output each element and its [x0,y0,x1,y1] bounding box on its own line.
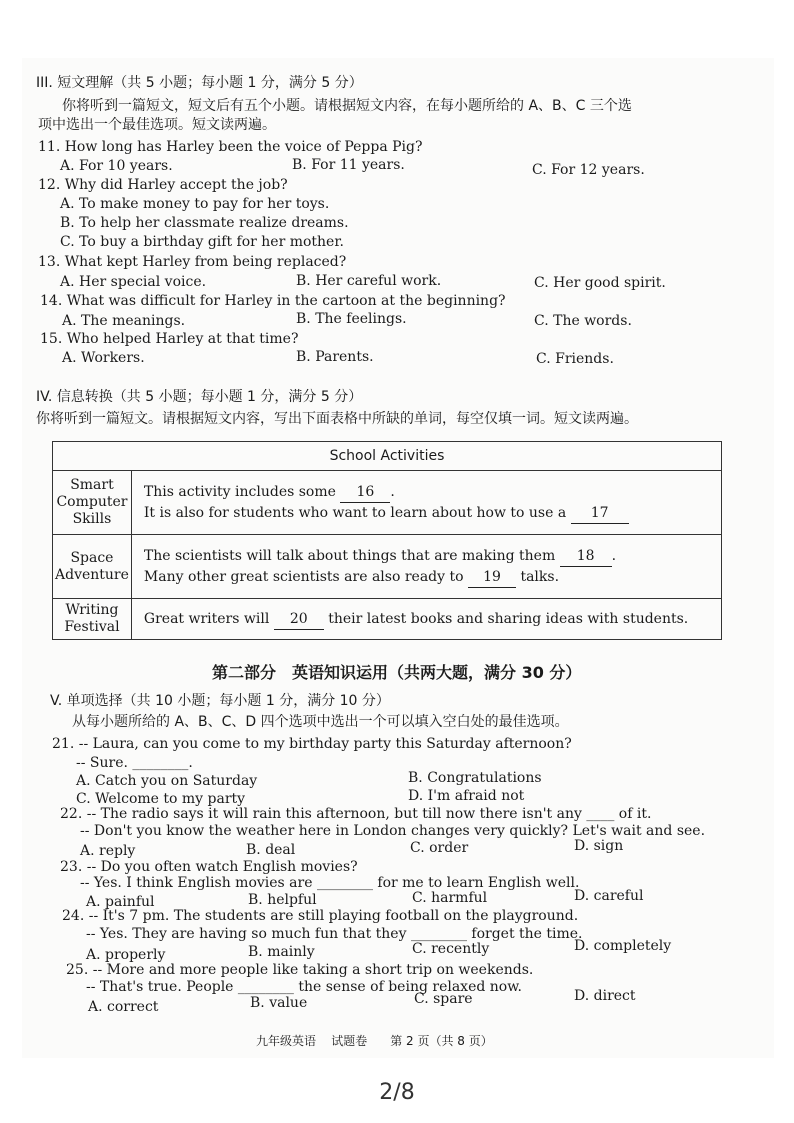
row-content-space-adventure [131,535,721,599]
q23-option-d[interactable]: D. careful [574,888,644,904]
q24-option-d[interactable]: D. completely [574,938,672,954]
q25-option-d[interactable]: D. direct [574,988,636,1004]
q23-option-a[interactable]: A. painful [86,894,155,910]
question-25: 25. -- More and more people like taking a short trip on weekends. [66,962,534,978]
question-25-reply: -- That's true. People ________ the sense of being relaxed now. [86,979,522,995]
row2-text: The scientists will talk about things that are making them [143,547,556,564]
question-24: 24. -- It's 7 pm. The students are still playing football on the playground. [62,908,579,924]
row-content-writing-festival [131,599,721,640]
q21-option-d[interactable]: D. I'm afraid not [408,788,525,804]
question-22: 22. -- The radio says it will rain this afternoon, but till now there isn't any ____ of it. [60,806,652,822]
q14-option-c[interactable]: C. The words. [534,313,632,329]
section3-instruction: 你将听到一篇短文，短文后有五个小题。请根据短文内容，在每小题所给的 A、B、C 三个选 [62,98,632,114]
q21-option-a[interactable]: A. Catch you on Saturday [76,773,258,789]
question-12: 12. Why did Harley accept the job? [38,177,288,193]
q14-option-a[interactable]: A. The meanings. [62,313,186,329]
q22-option-c[interactable]: C. order [410,840,469,856]
q12-option-a[interactable]: A. To make money to pay for her toys. [60,196,330,212]
q13-option-c[interactable]: C. Her good spirit. [534,275,666,291]
question-13: 13. What kept Harley from being replaced? [38,254,347,270]
section5-instruction: 从每小题所给的 A、B、C、D 四个选项中选出一个可以填入空白处的最佳选项。 [72,714,569,730]
q13-option-a[interactable]: A. Her special voice. [60,274,207,290]
page-footer [256,1032,493,1049]
q11-option-a[interactable]: A. For 10 years. [60,158,173,174]
section3-instruction-cont: 项中选出一个最佳选项。短文读两遍。 [38,117,276,133]
section4-title: IV. 信息转换（共 5 小题；每小题 1 分，满分 5 分） [36,389,363,405]
q23-option-c[interactable]: C. harmful [412,890,488,906]
q11-option-c[interactable]: C. For 12 years. [532,162,645,178]
q13-option-b[interactable]: B. Her careful work. [296,273,442,289]
q25-option-c[interactable]: C. spare [414,991,473,1007]
footer-subject: 九年级英语 [256,1034,317,1048]
footer-page: 第 2 页（共 8 页） [390,1034,493,1048]
question-15: 15. Who helped Harley at that time? [40,331,299,347]
row2-text-2-end: talks. [520,568,560,585]
q24-option-c[interactable]: C. recently [412,941,490,957]
section5-title: V. 单项选择（共 10 小题；每小题 1 分，满分 10 分） [50,693,390,709]
q11-option-b[interactable]: B. For 11 years. [292,157,405,173]
row-label-writing-festival: Writing Festival [53,599,132,640]
school-activities-table [52,441,722,640]
q12-option-b[interactable]: B. To help her classmate realize dreams. [60,215,349,231]
q24-option-a[interactable]: A. properly [86,947,166,963]
row-label-smart-computer-skills: Smart Computer Skills [53,471,132,535]
blank-20[interactable]: 20 [274,609,324,630]
question-21-reply: -- Sure. ________. [76,755,193,771]
blank-16[interactable]: 16 [340,482,390,503]
q15-option-a[interactable]: A. Workers. [62,350,145,366]
q22-option-b[interactable]: B. deal [246,842,296,858]
row3-text: Great writers will [143,610,270,627]
q15-option-b[interactable]: B. Parents. [296,349,374,365]
question-22-reply: -- Don't you know the weather here in London changes very quickly? Let's wait and see. [80,823,706,839]
q12-option-c[interactable]: C. To buy a birthday gift for her mother. [60,234,344,250]
blank-17[interactable]: 17 [571,503,629,524]
section3-title: III. 短文理解（共 5 小题；每小题 1 分，满分 5 分） [36,75,363,91]
q23-option-b[interactable]: B. helpful [248,892,317,908]
row-label-space-adventure: Space Adventure [53,535,132,599]
row1-text: This activity includes some [143,483,336,500]
question-23: 23. -- Do you often watch English movies? [60,859,358,875]
row2-text-end: . [611,547,617,564]
question-11: 11. How long has Harley been the voice of Peppa Pig? [38,139,423,155]
question-21: 21. -- Laura, can you come to my birthday party this Saturday afternoon? [52,736,572,752]
question-24-reply: -- Yes. They are having so much fun that they ________ forget the time. [86,926,583,942]
question-14: 14. What was difficult for Harley in the cartoon at the beginning? [40,293,506,309]
row1-text-end: . [390,483,395,500]
q15-option-c[interactable]: C. Friends. [536,351,614,367]
q22-option-a[interactable]: A. reply [80,843,136,859]
q22-option-d[interactable]: D. sign [574,838,624,854]
question-23-reply: -- Yes. I think English movies are ________ for me to learn English well. [80,875,580,891]
q14-option-b[interactable]: B. The feelings. [296,311,407,327]
row2-text-2: Many other great scientists are also ready to [143,568,464,585]
row3-text-end: their latest books and sharing ideas with students. [328,610,689,627]
q25-option-b[interactable]: B. value [250,995,308,1011]
blank-18[interactable]: 18 [560,546,612,567]
blank-19[interactable]: 19 [468,567,516,588]
part2-title: 第二部分 英语知识运用（共两大题，满分 30 分） [212,663,582,682]
table-caption: School Activities [53,442,722,471]
section4-instruction: 你将听到一篇短文。请根据短文内容，写出下面表格中所缺的单词，每空仅填一词。短文读两遍。 [36,411,638,427]
footer-type: 试题卷 [331,1034,368,1048]
page-indicator: 2/8 [379,1080,415,1105]
row-content-smart-computer-skills [131,471,721,535]
row1-text-2: It is also for students who want to learn about how to use a [143,504,567,521]
q24-option-b[interactable]: B. mainly [248,944,315,960]
q21-option-c[interactable]: C. Welcome to my party [76,791,246,807]
q25-option-a[interactable]: A. correct [88,999,159,1015]
q21-option-b[interactable]: B. Congratulations [408,770,542,786]
